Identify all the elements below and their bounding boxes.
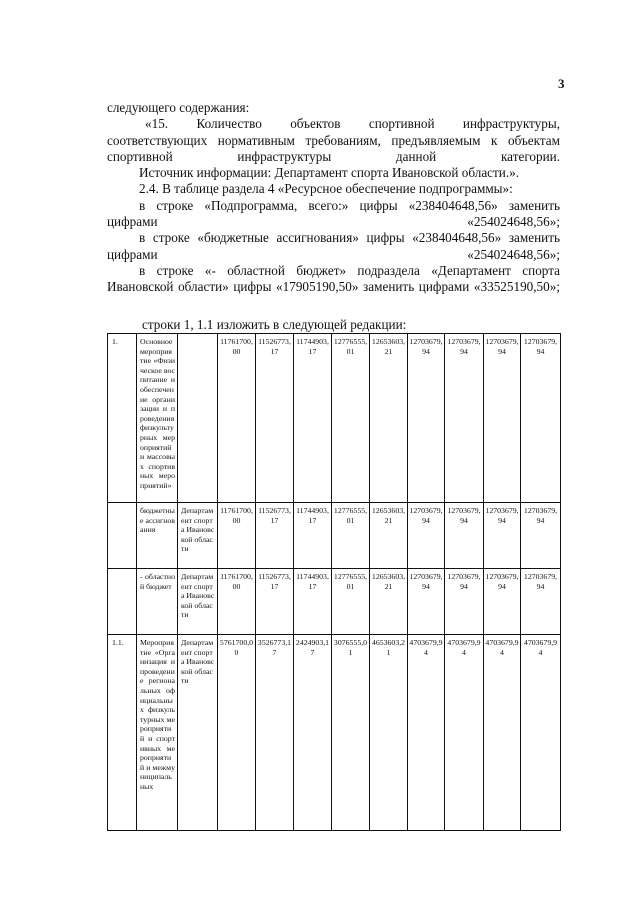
row-index: [108, 503, 137, 569]
row-name: Основное мероприятие «Физическое воспитание и обеспечение организации и проведения физкультурных мероприятий и массовых спортивных мероприятий»: [137, 334, 178, 503]
table-row: [108, 503, 561, 569]
value-cell: 11761700,00: [218, 569, 256, 635]
row-index: 1.1.: [108, 635, 137, 831]
value-cell: 12653603,21: [370, 569, 408, 635]
value-cell: 12703679,94: [521, 503, 561, 569]
paragraph: в строке «Подпрограмма, всего:» цифры «238404648,56» заменить цифрами «254024648,56»;: [107, 197, 560, 230]
value-cell: 11744903,17: [294, 503, 332, 569]
row-executor: Департамент спорта Ивановской области: [178, 569, 218, 635]
value-cell: 4703679,94: [484, 635, 521, 831]
row-index: 1.: [108, 334, 137, 503]
value-cell: 11744903,17: [294, 334, 332, 503]
row-executor: Департамент спорта Ивановской области: [178, 503, 218, 569]
paragraph: «15. Количество объектов спортивной инфраструктуры, соответствующих нормативным требованиям, предъявляемым к объектам спортивной инфраструктуры данной категории.: [107, 116, 560, 164]
value-cell: 12776555,01: [332, 334, 370, 503]
paragraph: следующего содержания:: [107, 100, 250, 115]
value-cell: 12703679,94: [408, 334, 445, 503]
row-executor: Департамент спорта Ивановской области: [178, 635, 218, 831]
paragraph: 2.4. В таблице раздела 4 «Ресурсное обеспечение подпрограммы»:: [139, 181, 513, 197]
resource-table: [107, 333, 561, 831]
value-cell: 12703679,94: [408, 569, 445, 635]
row-index: [108, 569, 137, 635]
value-cell: 12776555,01: [332, 503, 370, 569]
value-cell: 5761700,00: [218, 635, 256, 831]
value-cell: 3526773,17: [256, 635, 294, 831]
page-number: 3: [558, 76, 565, 91]
value-cell: 4703679,94: [521, 635, 561, 831]
table-row: [108, 635, 561, 831]
value-cell: 12703679,94: [445, 503, 484, 569]
value-cell: 12703679,94: [521, 334, 561, 503]
value-cell: 12703679,94: [484, 569, 521, 635]
table-intro: строки 1, 1.1 изложить в следующей редакции:: [142, 317, 407, 332]
value-cell: 3076555,01: [332, 635, 370, 831]
table-row: [108, 334, 561, 503]
value-cell: 12703679,94: [408, 503, 445, 569]
paragraph: в строке «- областной бюджет» подраздела «Департамент спорта Ивановской области» цифры «17905190,50» заменить цифрами «33525190,50»;: [107, 262, 560, 295]
table-row: [108, 569, 561, 635]
value-cell: 12703679,94: [484, 503, 521, 569]
value-cell: 11526773,17: [256, 569, 294, 635]
row-name: бюджетные ассигнования: [137, 503, 178, 569]
value-cell: 11744903,17: [294, 569, 332, 635]
value-cell: 4703679,94: [445, 635, 484, 831]
value-cell: 4653603,21: [370, 635, 408, 831]
value-cell: 12703679,94: [484, 334, 521, 503]
value-cell: 11526773,17: [256, 503, 294, 569]
value-cell: 12653603,21: [370, 334, 408, 503]
value-cell: 12653603,21: [370, 503, 408, 569]
value-cell: 12703679,94: [521, 569, 561, 635]
paragraph: в строке «бюджетные ассигнования» цифры «238404648,56» заменить цифрами «254024648,56»;: [107, 230, 560, 262]
row-name: Мероприятие «Организация и проведение региональных официальных физкультурных мероприятий и спортивных мероприятий и межмуниципальных: [137, 635, 178, 831]
value-cell: 12703679,94: [445, 334, 484, 503]
value-cell: 4703679,94: [408, 635, 445, 831]
value-cell: 12703679,94: [445, 569, 484, 635]
value-cell: 11761700,00: [218, 334, 256, 503]
value-cell: 11761700,00: [218, 503, 256, 569]
value-cell: 12776555,01: [332, 569, 370, 635]
document-body: [107, 100, 560, 296]
row-executor: [178, 334, 218, 503]
value-cell: 2424903,17: [294, 635, 332, 831]
row-name: - областной бюджет: [137, 569, 178, 635]
value-cell: 11526773,17: [256, 334, 294, 503]
paragraph: Источник информации: Департамент спорта Ивановской области.».: [139, 165, 520, 181]
